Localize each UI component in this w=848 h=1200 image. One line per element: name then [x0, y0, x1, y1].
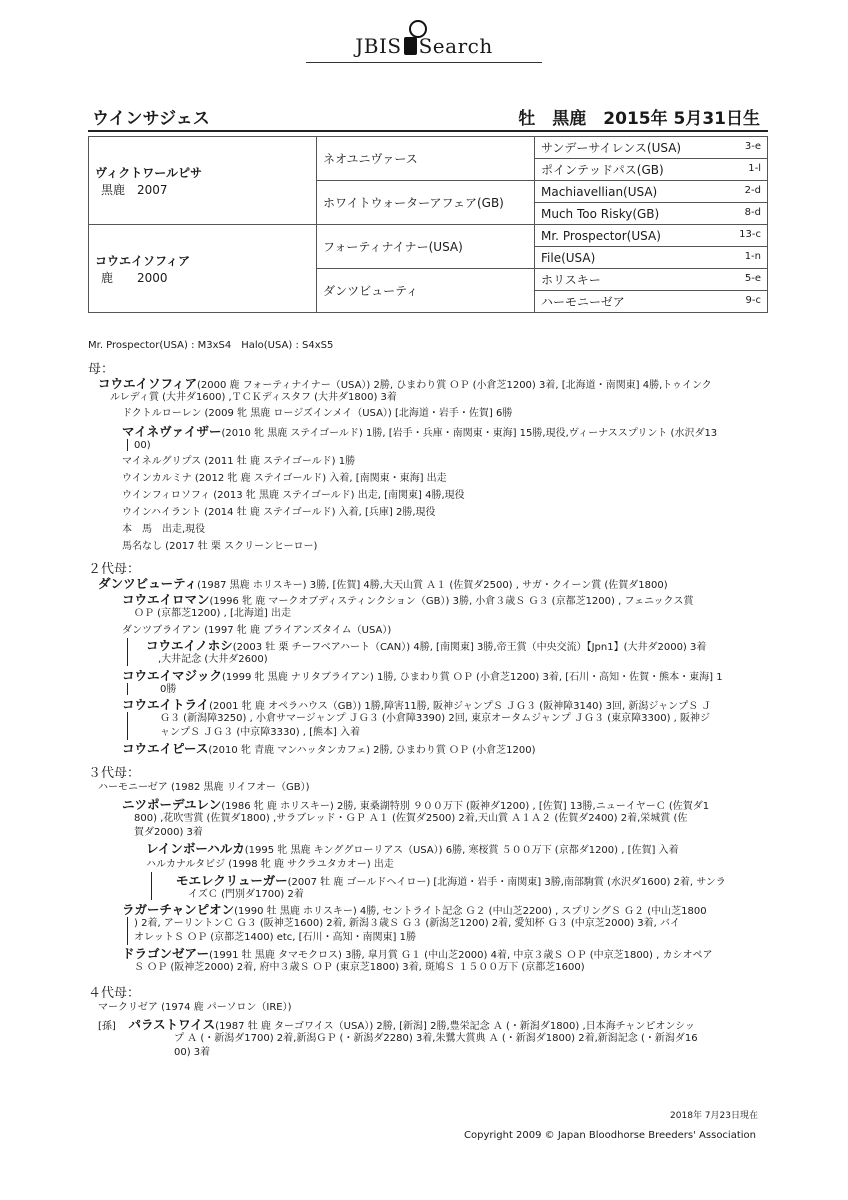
family-line: ハルカナルタビジ (1998 牝 鹿 サクラユタカオー) 出走	[146, 859, 394, 870]
family-line: 馬名なし (2017 牡 栗 スクリーンヒーロー)	[122, 541, 318, 552]
pedigree-g3: Machiavellian(USA) 2-d	[535, 181, 768, 203]
tree-connector	[127, 439, 128, 451]
pedigree-sire-dam: ホワイトウォーターアフェア(GB)	[317, 181, 535, 225]
horse-name: ウインサジェス	[92, 109, 210, 129]
pedigree-dam-dam: ダンツビューティ	[317, 269, 535, 313]
family-line: 賀ダ2000) 3着	[134, 827, 203, 838]
jbis-logo	[0, 34, 848, 63]
logo-text-left: JBIS	[355, 34, 402, 58]
family-line: コウエイロマン(1996 牝 鹿 マークオブディスティンクション（GB）) 3勝, 小倉３歳Ｓ Ｇ３ (京都芝1200) , フェニックス賞	[122, 592, 694, 607]
pedigree-g3: Much Too Risky(GB) 8-d	[535, 203, 768, 225]
horse-info: 牡 黒鹿 2015年 5月31日生	[518, 109, 760, 129]
pedigree-sire-sire: ネオユニヴァース	[317, 137, 535, 181]
family-line: オレットＳ ＯＰ (京都芝1400) etc, [石川・高知・南関東] 1勝	[134, 932, 416, 943]
pedigree-g3: Mr. Prospector(USA) 13-c	[535, 225, 768, 247]
tree-connector	[127, 917, 128, 945]
family-line: コウエイトライ(2001 牝 鹿 オペラハウス（GB）) 1勝,障害11勝, 阪神ジャンプＳ ＪＧ３ (阪神障3140) 3回, 新潟ジャンプＳ Ｊ	[122, 697, 712, 712]
section-third-dam: ３代母：	[88, 766, 141, 781]
family-line: コウエイピース(2010 牝 青鹿 マンハッタンカフェ) 2勝, ひまわり賞 ＯＰ (小倉芝1200)	[122, 741, 536, 756]
tree-connector	[127, 712, 128, 740]
family-line: [孫] パラストワイス(1987 牡 鹿 ターゴワイス（USA）) 2勝, [新潟] 2勝,豊栄記念 Ａ (・新潟ダ1800) ,日本海チャンピオンシッ	[98, 1017, 695, 1032]
copyright: Copyright 2009 © Japan Bloodhorse Breeders' Association	[464, 1130, 756, 1141]
family-line: ドクトルローレン (2009 牝 黒鹿 ロージズインメイ（USA）) [北海道・岩手・佐賀] 6勝	[122, 408, 513, 419]
family-line: コウエイマジック(1999 牝 黒鹿 ナリタブライアン) 1勝, ひまわり賞 ＯＰ (小倉芝1200) 3着, [石川・高知・佐賀・熊本・東海] 1	[122, 668, 723, 683]
tree-connector	[127, 638, 128, 666]
family-line: ,大井記念 (大井ダ2600)	[158, 654, 268, 665]
family-line: ウインフィロソフィ (2013 牝 黒鹿 ステイゴールド) 出走, [南関東] 4勝,現役	[122, 490, 465, 501]
pedigree-dam: コウエイソフィア 鹿 2000	[89, 225, 317, 313]
family-line: ルレディ賞 (大井ダ1600) ,ＴＣＫディスタフ (大井ダ1800) 3着	[110, 392, 397, 403]
pedigree-g3: ポインテッドパス(GB) 1-l	[535, 159, 768, 181]
family-line: コウエイソフィア(2000 鹿 フォーティナイナー（USA）) 2勝, ひまわり賞 ＯＰ (小倉芝1200) 3着, [北海道・南関東] 4勝,トゥインク	[98, 376, 712, 391]
family-line: ダンツビューティ(1987 黒鹿 ホリスキー) 3勝, [佐賀] 4勝,大天山賞 Ａ１ (佐賀ダ2500) , サガ・クイーン賞 (佐賀ダ1800)	[98, 576, 668, 591]
family-line: ハーモニーゼア (1982 黒鹿 リイフオー（GB）)	[98, 782, 310, 793]
logo-text-right: Search	[418, 34, 493, 58]
logo-underline	[306, 62, 542, 63]
tree-connector	[151, 872, 152, 900]
pedigree-table	[88, 136, 768, 313]
family-line: 本 馬 出走,現役	[122, 524, 206, 535]
family-line: ) 2着, アーリントンＣ Ｇ３ (阪神芝1600) 2着, 新潟３歳Ｓ Ｇ３ (新潟芝1200) 2着, 愛知杯 Ｇ３ (中京芝2000) 3着, バイ	[134, 918, 681, 929]
section-dam: 母：	[88, 362, 115, 377]
pedigree-dam-sire: フォーティナイナー(USA)	[317, 225, 535, 269]
pedigree-sire: ヴィクトワールピサ 黒鹿 2007	[89, 137, 317, 225]
inbreeding-crosses: Mr. Prospector(USA) : M3xS4 Halo(USA) : S4xS5	[88, 340, 334, 351]
family-line: ニツポーデユレン(1986 牝 鹿 ホリスキー) 2勝, 東桑湖特別 ９００万下 (阪神ダ1200) , [佐賀] 13勝,ニューイヤーＣ (佐賀ダ1	[122, 797, 710, 812]
family-line: ャンプＳ ＪＧ３ (中京障3330) , [熊本] 入着	[160, 727, 361, 738]
family-line: 0勝	[160, 684, 177, 695]
family-line: ウインハイラント (2014 牡 鹿 ステイゴールド) 入着, [兵庫] 2勝,現役	[122, 507, 436, 518]
family-line: ラガーチャンピオン(1990 牡 黒鹿 ホリスキー) 4勝, セントライト記念 Ｇ２ (中山芝2200) , スプリングＳ Ｇ２ (中山芝1800	[122, 902, 707, 917]
family-line: 00) 3着	[174, 1047, 211, 1058]
family-line: ダンツブライアン (1997 牝 鹿 ブライアンズタイム（USA）)	[122, 625, 392, 636]
magnifier-icon	[404, 37, 417, 55]
family-line: マイネヴァイザー(2010 牝 黒鹿 ステイゴールド) 1勝, [岩手・兵庫・南関東・東海] 15勝,現役,ヴィーナススプリント (水沢ダ13	[122, 424, 718, 439]
family-line: マイネルグリプス (2011 牡 鹿 ステイゴールド) 1勝	[122, 456, 356, 467]
pedigree-g3: ホリスキー 5-e	[535, 269, 768, 291]
family-line: レインボーハルカ(1995 牝 黒鹿 キンググローリアス（USA）) 6勝, 寒桜賞 ５００万下 (京都ダ1200) , [佐賀] 入着	[146, 841, 679, 856]
family-line: モエレクリューガー(2007 牡 鹿 ゴールドヘイロー) [北海道・岩手・南関東] 3勝,南部駒賞 (水沢ダ1600) 2着, サンラ	[176, 873, 726, 888]
section-fourth-dam: ４代母：	[88, 986, 141, 1001]
family-line: イズＣ (門別ダ1700) 2着	[188, 889, 304, 900]
pedigree-g3: サンデーサイレンス(USA) 3-e	[535, 137, 768, 159]
pedigree-g3: ハーモニーゼア 9-c	[535, 291, 768, 313]
family-line: マークリゼア (1974 鹿 パーソロン（IRE）)	[98, 1002, 292, 1013]
family-line: ドラゴンゼアー(1991 牡 黒鹿 タマモクロス) 3勝, 皐月賞 Ｇ１ (中山芝2000) 4着, 中京３歳Ｓ ＯＰ (中京芝1800) , カシオペア	[122, 946, 713, 961]
header-divider	[88, 130, 768, 132]
family-line: 00)	[134, 440, 151, 451]
family-line: Ｓ ＯＰ (阪神芝2000) 2着, 府中３歳Ｓ ＯＰ (東京芝1800) 3着, 斑鳩Ｓ １５００万下 (京都芝1600)	[134, 962, 585, 973]
family-line: ＯＰ (京都芝1200) , [北海道] 出走	[134, 608, 291, 619]
tree-connector	[127, 683, 128, 695]
family-line: ウインカルミナ (2012 牝 鹿 ステイゴールド) 入着, [南関東・東海] 出走	[122, 473, 447, 484]
section-second-dam: ２代母：	[88, 562, 141, 577]
family-line: コウエイノホシ(2003 牡 栗 チーフベアハート（CAN）) 4勝, [南関東] 3勝,帝王賞（中央交流）【Jpn1】(大井ダ2000) 3着	[146, 638, 707, 653]
family-line: 800) ,花吹雪賞 (佐賀ダ1800) ,サラブレッド・ＧＰ Ａ１ (佐賀ダ2500) 2着,天山賞 Ａ１Ａ２ (佐賀ダ2400) 2着,栄城賞 (佐	[134, 813, 688, 824]
family-line: Ｇ３ (新潟障3250) , 小倉サマージャンプ ＪＧ３ (小倉障3390) 2回, 東京オータムジャンプ ＪＧ３ (東京障3300) , 阪神ジ	[160, 713, 711, 724]
as-of-date: 2018年 7月23日現在	[670, 1111, 758, 1121]
family-line: プ Ａ (・新潟ダ1700) 2着,新潟ＧＰ (・新潟ダ2280) 3着,朱鷺大賞典 Ａ (・新潟ダ1800) 2着,新潟記念 (・新潟ダ16	[174, 1033, 698, 1044]
pedigree-g3: File(USA) 1-n	[535, 247, 768, 269]
